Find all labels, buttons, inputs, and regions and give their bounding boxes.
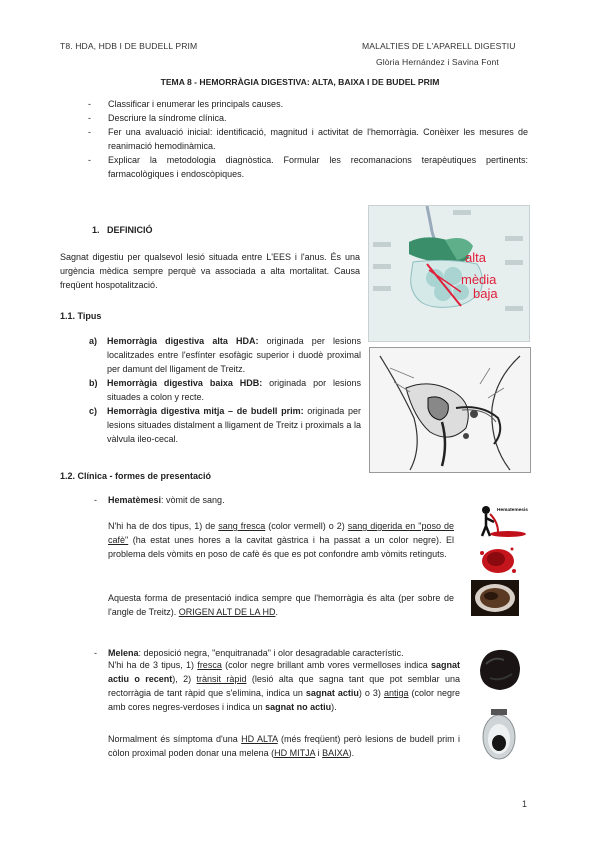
tipus-item-text: originada per lesions localitzades entre l'esfínter esofàgic superior i duodè proximal per damunt del lligament de Treitz. [107,336,361,374]
definicio-text: Sagnat digestiu per qualsevol lesió situada entre L'EES i l'anus. És una urgència mèdica sempre perquè va associada a alta mortalitat. Causa freqüent hospotalització. [60,252,360,290]
text-run: (lesió alta que sagna tant que pot semblar una rectorràgia de tant ràpid que s'elimina, indica un [108,673,460,698]
objectives-list [88,98,528,182]
text-run-underlined: HD MITJA [274,747,316,758]
tipus-heading: 1.1. Tipus [60,311,102,321]
text-run-underlined: sang digerida en "poso de cafè" [108,521,454,545]
tipus-item-text: originada por lesions situades a colon y recte. [107,377,361,402]
label-baja: baja [473,286,498,301]
hematemesis-figure [474,502,528,538]
header-right-bottom: Glòria Hernández i Savina Font [376,57,499,67]
melena-def: : deposició negra, "enquitranada" i olor desagradable característic. [138,647,404,658]
section-definicio-heading: 1. DEFINICIÓ [92,225,153,235]
text-run: ). [331,701,337,712]
text-run-bold: sagnat actiu o recent [108,660,460,684]
text-run: (color negre amb cores negres-verdoses i indica un [108,687,461,712]
tipus-item-term: Hemorràgia digestiva baixa HDB: [107,377,263,388]
tipus-item-label: c) [89,405,98,416]
objective-item: - Explicar la metodologia diagnòstica. Formular les recomanacions terapèutiques pertinents: farmacològiques i endoscòpiques. [88,154,528,182]
hematemesi-term: Hematèmesi [108,495,162,505]
melena-paragraph-2 [108,733,460,761]
tipus-item-text: originada per lesions situades distalment a lligament de Treitz i proximals a la vàlvula ileo-cecal. [107,405,361,444]
anatomy-sketch-illustration [370,348,530,472]
clinica-heading: 1.2. Clínica - formes de presentació [60,471,212,481]
fresh-blood-photo [476,543,520,577]
text-run: Aquesta forma de presentació indica sempre que l'hemorràgia és alta (per sobre de l'angle de Treitz). [108,593,454,617]
text-run-underlined: trànsit ràpid [196,673,247,684]
text-run: ), 2) [172,673,197,684]
melena-stool-photo [474,644,526,694]
coffee-ground-photo [471,580,519,616]
text-run: (color vermell) o 2) [265,521,348,531]
document-title: TEMA 8 - HEMORRÀGIA DIGESTIVA: ALTA, BAIXA I DE BUDEL PRIM [160,77,440,87]
text-run-underlined: antiga [383,687,409,698]
hematemesi-paragraph-2 [108,592,454,620]
fresh-blood-illustration [476,543,520,577]
hematemesis-pictogram [474,502,528,538]
tipus-item-term: Hemorràgia digestiva alta HDA: [107,336,259,346]
hematemesis-caption: Hematemesis [497,508,528,513]
text-run-underlined: ORIGEN ALT DE LA HD [178,606,276,617]
melena-paragraph-1 [108,659,460,715]
tipus-item-mitja [89,405,361,447]
text-run: (més freqüent) però lesions de budell prim i còlon proximal poden donar una melena ( [108,734,460,758]
text-run-underlined: HD ALTA [241,734,278,744]
tipus-item-hda [89,335,361,377]
text-run-underlined: sang fresca [218,521,266,531]
header-right-top: MALALTIES DE L'APARELL DIGESTIU [362,41,516,51]
tipus-item-hdb [89,377,361,405]
text-run: . [275,606,278,617]
objective-item: - Fer una avaluació inicial: identificació, magnitud i activitat de l'hemorràgia. Conèixer les mesures de reanimació hemodinàmica. [88,126,528,154]
text-run: N'hi ha de 3 tipus, 1) [108,660,198,670]
objective-item: - Descriure la síndrome clínica. [88,112,528,126]
digestive-tract-figure [368,205,530,342]
header-left: T8. HDA, HDB I DE BUDELL PRIM [60,41,198,51]
tipus-item-label: b) [89,377,98,388]
text-run-bold: sagnat actiu [305,687,359,698]
hematemesi-item [94,494,448,508]
tipus-item-label: a) [89,336,98,346]
text-run-bold: sagnat no actiu [265,701,332,712]
objective-item: - Classificar i enumerar les principals causes. [88,98,528,112]
anatomy-sketch-figure [369,347,531,473]
text-run: Normalment és símptoma d'una [108,734,242,744]
coffee-ground-illustration [471,580,519,616]
hematemesi-paragraph-1 [108,520,454,562]
toilet-melena-illustration [479,707,519,763]
tipus-list [89,335,361,447]
toilet-melena-photo [479,707,519,763]
label-alta: alta [465,250,486,265]
digestive-tract-illustration [369,206,529,341]
text-run: (color negre brillant amb vores vermelloses indica [221,660,431,670]
text-run-underlined: BAIXA [322,747,349,758]
page-number: 1 [522,799,528,809]
text-run: ). [348,747,355,758]
text-run: N'hi ha de dos tipus, 1) de [108,521,219,531]
label-media: mèdia [461,272,497,287]
tipus-item-term: Hemorràgia digestiva mitja – de budell prim: [107,405,304,416]
text-run: ) o 3) [358,687,384,698]
melena-term: Melena [108,647,139,658]
melena-stool-illustration [474,644,526,694]
hematemesi-def: : vòmit de sang. [161,495,225,505]
text-run: (ha estat unes hores a la cavitat gàstrica i ha passat a un color negre). El problema dels vòmits en poso de cafè és que es pot confondre amb vòmits retinguts. [108,534,454,559]
text-run-underlined: fresca [197,660,222,670]
text-run: i [315,747,323,758]
